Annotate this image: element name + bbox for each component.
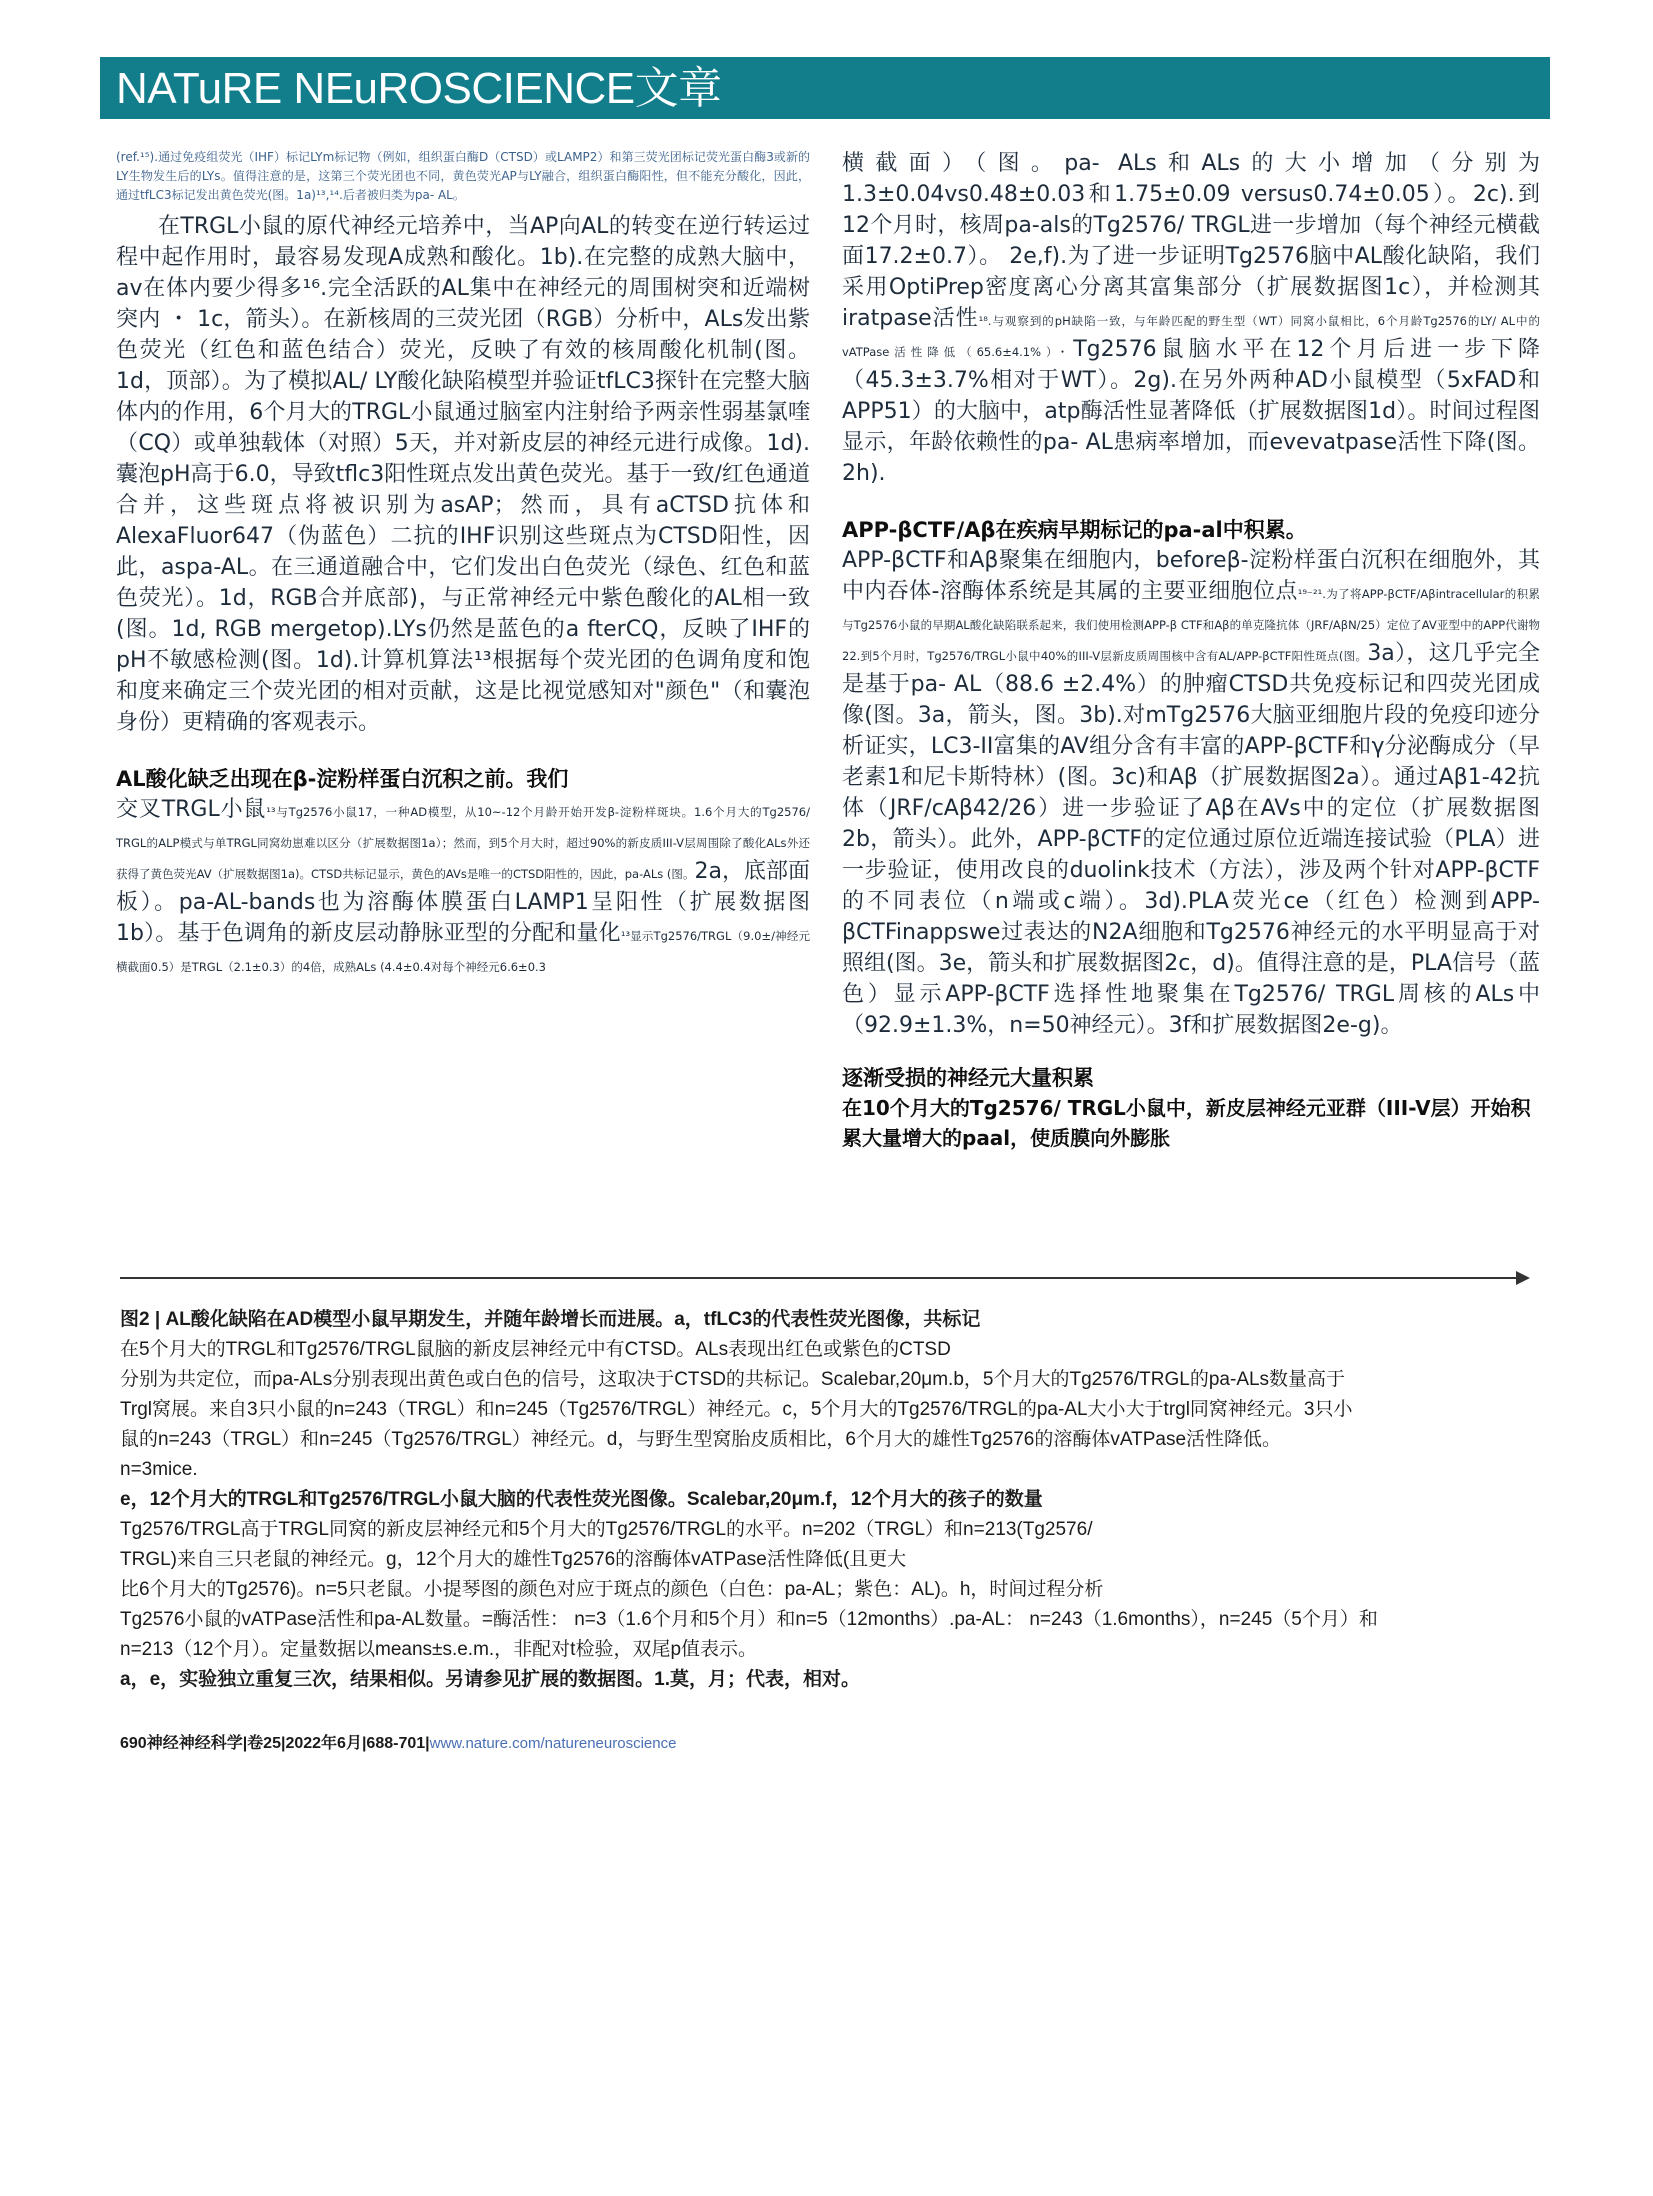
left-column [116,148,810,980]
caption-line-1: 图2 | AL酸化缺陷在AD模型小鼠早期发生，并随年龄增长而进展。a，tfLC3的代表性荧光图像，共标记 [120,1309,981,1330]
right-column [842,148,1540,1153]
footer-journal-link[interactable]: www.nature.com/natureneuroscience [429,1735,677,1752]
caption-divider-arrow [1516,1271,1530,1285]
app-bctf-small: ¹⁹⁻²¹.为了将APP-βCTF/Aβintracellular的积累与Tg2576小鼠的早期AL酸化缺陷联系起来，我们使用检测APP-β CTF和Aβ的单克隆抗体（JRF/AβN/25）定位了AV亚型中的APP代谢物22.到5个月时，Tg2576/TRGL小鼠中40%的III-V层新皮质周围核中含有AL/APP-βCTF阳性斑点(图。 [842,587,1540,663]
cross-trgl-body: 2a，底部面板）。pa-AL-bands也为溶酶体膜蛋白LAMP1呈阳性（扩展数据图1b）。基于色调角的新皮层动静脉亚型的分配和量化 [116,859,810,946]
caption-line-4: Trgl窝展。来自3只小鼠的n=243（TRGL）和n=245（Tg2576/TRGL）神经元。c，5个月大的Tg2576/TRGL的pa-AL大小大于trgl同窝神经元。3只小 [120,1399,1353,1420]
footer-citation: 690神经神经科学|卷25|2022年6月|688-701| [120,1735,430,1752]
caption-line-2: 在5个月大的TRGL和Tg2576/TRGL鼠脑的新皮层神经元中有CTSD。ALs表现出红色或紫色的CTSD [120,1339,951,1360]
paragraph-cross-trgl [116,794,810,980]
section-heading-al-acidification: AL酸化缺乏出现在β-淀粉样蛋白沉积之前。我们 [116,767,569,791]
section-heading-neuron-accumulation: 逐渐受损的神经元大量积累 [842,1066,1094,1090]
journal-title: NATuRE NEuROSCIENCE文章 [116,64,722,113]
caption-line-6: n=3mice. [120,1459,198,1480]
cross-trgl-lead: 交叉TRGL小鼠 [116,797,267,822]
paragraph-cross-section [842,148,1540,489]
caption-line-10: 比6个月大的Tg2576)。n=5只老鼠。小提琴图的颜色对应于斑点的颜色（白色：pa-AL；紫色：AL)。h，时间过程分析 [120,1579,1104,1600]
cross-section-small: ¹⁸.与观察到的pH缺陷一致，与年龄匹配的野生型（WT）同窝小鼠相比，6个月龄Tg2576的LY/ AL中的vATPase活性降低（65.6±4.1%）・ [842,314,1540,359]
caption-line-9: TRGL)来自三只老鼠的神经元。g，12个月大的雄性Tg2576的溶酶体vATPase活性降低(且更大 [120,1549,907,1570]
caption-line-13: a，e，实验独立重复三次，结果相似。另请参见扩展的数据图。1.莫，月；代表，相对。 [120,1669,860,1690]
caption-line-3: 分别为共定位，而pa-ALs分别表现出黄色或白色的信号，这取决于CTSD的共标记。Scalebar,20μm.b，5个月大的Tg2576/TRGL的pa-ALs数量高于 [120,1369,1346,1390]
page-footer [120,1730,676,1753]
paragraph-neuron-accumulation: 在10个月大的Tg2576/ TRGL小鼠中，新皮层神经元亚群（III-V层）开始积累大量增大的paal，使质膜向外膨胀 [842,1096,1531,1150]
figure-caption [120,1305,1540,1695]
caption-line-5: 鼠的n=243（TRGL）和n=245（Tg2576/TRGL）神经元。d，与野生型窝胎皮质相比，6个月大的雄性Tg2576的溶酶体vATPase活性降低。 [120,1429,1282,1450]
caption-line-7: e，12个月大的TRGL和Tg2576/TRGL小鼠大脑的代表性荧光图像。Scalebar,20μm.f，12个月大的孩子的数量 [120,1489,1043,1510]
paragraph-intro: (ref.¹⁵).通过免疫组荧光（IHF）标记LYm标记物（例如，组织蛋白酶D（CTSD）或LAMP2）和第三荧光团标记荧光蛋白酶3或新的LY生物发生后的LYs。值得注意的是，这第三个荧光团也不同，黄色荧光AP与LY融合，组织蛋白酶阳性，但不能充分酸化，因此，通过tfLC3标记发出黄色荧光(图。1a)¹³,¹⁴.后者被归类为pa- AL。 [116,150,810,202]
caption-line-8: Tg2576/TRGL高于TRGL同窝的新皮层神经元和5个月大的Tg2576/TRGL的水平。n=202（TRGL）和n=213(Tg2576/ [120,1519,1093,1540]
app-bctf-tail: 3a），这几乎完全是基于pa- AL（88.6 ±2.4%）的肿瘤CTSD共免疫标记和四荧光团成像(图。3a，箭头，图。3b).对mTg2576大脑亚细胞片段的免疫印迹分析证实，LC3-II富集的AV组分含有丰富的APP-βCTF和γ分泌酶成分（早老素1和尼卡斯特林）(图。3c)和Aβ（扩展数据图2a）。通过Aβ1-42抗体（JRF/cAβ42/26）进一步验证了Aβ在AVs中的定位（扩展数据图2b，箭头）。此外，APP-βCTF的定位通过原位近端连接试验（PLA）进一步验证，使用改良的duolink技术（方法），涉及两个针对APP-βCTF的不同表位（n端或c端）。3d).PLA荧光ce（红色）检测到APP-βCTFinappswe过表达的N2A细胞和Tg2576神经元的水平明显高于对照组(图。3e，箭头和扩展数据图2c，d)。值得注意的是，PLA信号（蓝色）显示APP-βCTF选择性地聚集在Tg2576/ TRGL周核的ALs中（92.9±1.3%，n=50神经元）。3f和扩展数据图2e-g)。 [842,641,1540,1038]
cross-section-body: 横截面）（图。pa- ALs和ALs的大小增加（分别为1.3±0.04vs0.48±0.03和1.75±0.09 versus0.74±0.05）。2c).到12个月时，核周pa-als的Tg2576/ TRGL进一步增加（每个神经元横截面17.2±0.7）。 2e,f).为了进一步证明Tg2576脑中AL酸化缺陷，我们采用OptiPrep密度离心分离其富集部分（扩展数据图1c），并检测其iratpase活性 [842,151,1540,331]
cross-trgl-small: ¹³与Tg2576小鼠17，一种AD模型，从10~-12个月龄开始开发β-淀粉样斑块。1.6个月大的Tg2576/ TRGL的ALP模式与单TRGL同窝幼崽难以区分（扩展数据图1a）；然而，到5个月大时，超过90%的新皮质III-V层周围除了酸化ALs外还获得了黄色荧光AV（扩展数据图1a)。CTSD共标记显示，黄色的AVs是唯一的CTSD阳性的，因此，pa-ALs (图。 [116,805,810,881]
paragraph-app-bctf [842,545,1540,1041]
cross-trgl-small-2: ¹³显示Tg2576/TRGL（9.0±/神经元横截面0.5）是TRGL（2.1±0.3）的4倍，成熟ALs (4.4±0.4对每个神经元6.6±0.3 [116,929,810,974]
section-heading-app-bctf: APP-βCTF/Aβ在疾病早期标记的pa-al中积累。 [842,518,1307,542]
paragraph-trgl-culture: 在TRGL小鼠的原代神经元培养中，当AP向AL的转变在逆行转运过程中起作用时，最容易发现A成熟和酸化。1b).在完整的成熟大脑中，av在体内要少得多¹⁶.完全活跃的AL集中在神经元的周围树突和近端树突内 ・ 1c，箭头）。在新核周的三荧光团（RGB）分析中，ALs发出紫色荧光（红色和蓝色结合）荧光，反映了有效的核周酸化机制(图。1d，顶部）。为了模拟AL/ LY酸化缺陷模型并验证tfLC3探针在完整大脑体内的作用，6个月大的TRGL小鼠通过脑室内注射给予两亲性弱基氯喹（CQ）或单独载体（对照）5天，并对新皮层的神经元进行成像。1d).囊泡pH高于6.0，导致tflc3阳性斑点发出黄色荧光。基于一致/红色通道合并，这些斑点将被识别为asAP；然而，具有aCTSD抗体和AlexaFluor647（伪蓝色）二抗的IHF识别这些斑点为CTSD阳性，因此，aspa-AL。在三通道融合中，它们发出白色荧光（绿色、红色和蓝色荧光）。1d，RGB合并底部)，与正常神经元中紫色酸化的AL相一致(图。1d, RGB mergetop).LYs仍然是蓝色的a fterCQ，反映了IHF的pH不敏感检测(图。1d).计算机算法¹³根据每个荧光团的色调角度和饱和度来确定三个荧光团的相对贡献，这是比视觉感知对"颜色"（和囊泡身份）更精确的客观表示。 [116,214,810,735]
app-bctf-body: APP-βCTF和Aβ聚集在细胞内，beforeβ-淀粉样蛋白沉积在细胞外，其中内吞体-溶酶体系统是其属的主要亚细胞位点 [842,548,1540,604]
caption-line-11: Tg2576小鼠的vATPase活性和pa-AL数量。=酶活性： n=3（1.6个月和5个月）和n=5（12months）.pa-AL： n=243（1.6months），n=245（5个月）和 [120,1609,1378,1630]
caption-line-12: n=213（12个月）。定量数据以means±s.e.m.，非配对t检验，双尾p值表示。 [120,1639,758,1660]
caption-divider [120,1277,1520,1279]
cross-section-tail: Tg2576鼠脑水平在12个月后进一步下降（45.3±3.7%相对于WT）。2g).在另外两种AD小鼠模型（5xFAD和APP51）的大脑中，atp酶活性显著降低（扩展数据图1d）。时间过程图显示，年龄依赖性的pa- AL患病率增加，而evevatpase活性下降(图。2h). [842,337,1541,486]
